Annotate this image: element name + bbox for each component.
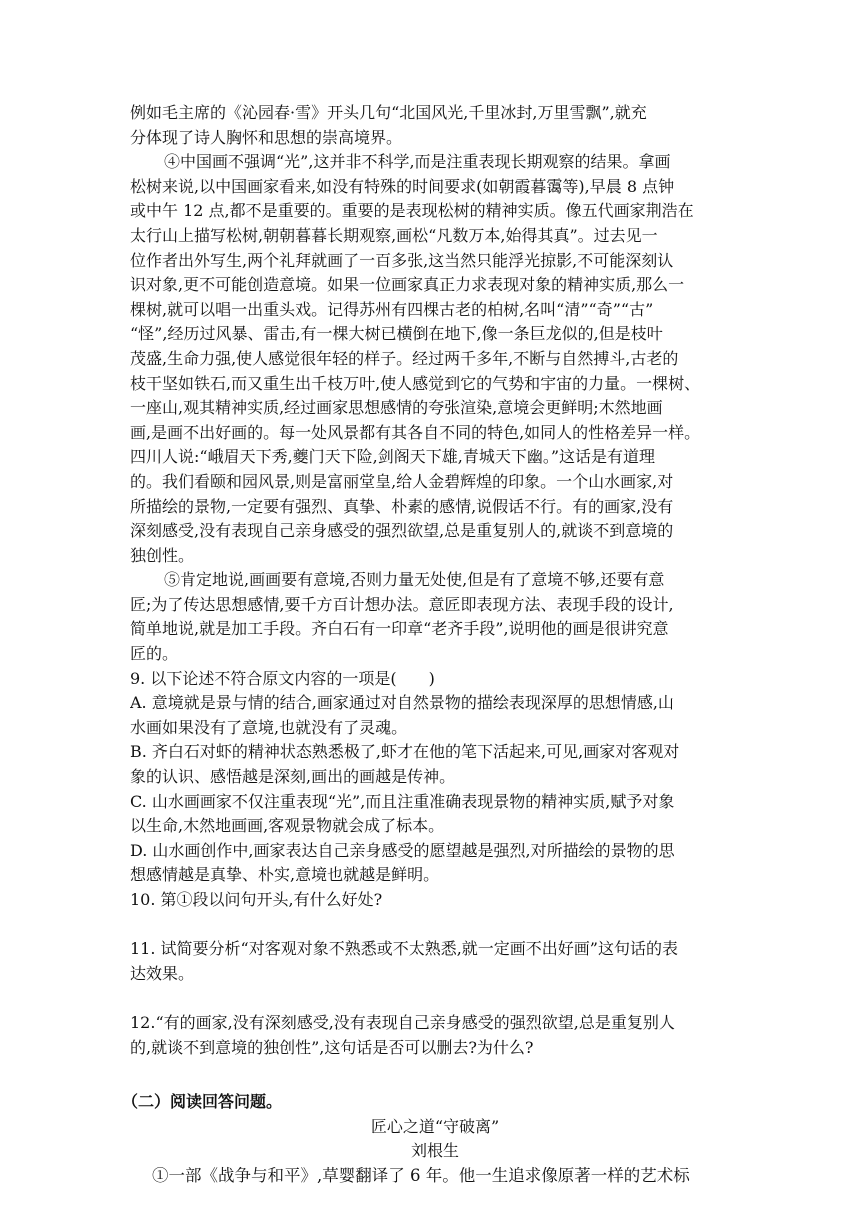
text-line: 达效果。 xyxy=(130,963,195,983)
text-line: 茂盛,生命力强,使人感觉很年轻的样子。经过两千多年,不断与自然搏斗,古老的 xyxy=(130,348,679,368)
question-9: 9. 以下论述不符合原文内容的一项是( ) xyxy=(130,668,435,688)
text-line: 深刻感受,没有表现自己亲身感受的强烈欲望,总是重复别人的,就谈不到意境的 xyxy=(130,521,674,541)
option-a: A. 意境就是景与情的结合,画家通过对自然景物的描绘表现深厚的思想情感,山 xyxy=(130,693,674,713)
text-line: 水画如果没有了意境,也就没有了灵魂。 xyxy=(130,717,408,737)
text-line: 四川人说:“峨眉天下秀,夔门天下险,剑阁天下雄,青城天下幽。”这话是有道理 xyxy=(130,447,656,467)
text-line: 太行山上描写松树,朝朝暮暮长期观察,画松“凡数万本,始得其真”。过去见一 xyxy=(130,225,658,245)
text-line: 棵树,就可以唱一出重头戏。记得苏州有四棵古老的柏树,名叫“清”“奇”“古” xyxy=(130,299,654,319)
text-line: 匠的。 xyxy=(130,644,179,664)
text-line: 识对象,更不可能创造意境。如果一位画家真正力求表现对象的精神实质,那么一 xyxy=(130,275,685,295)
question-12: 12.“有的画家,没有深刻感受,没有表现自己亲身感受的强烈欲望,总是重复别人 xyxy=(130,1012,675,1032)
answer-space xyxy=(130,913,740,938)
text-line: 分体现了诗人胸怀和思想的崇高境界。 xyxy=(130,127,403,147)
option-c: C. 山水画画家不仅注重表现“光”,而且注重准确表现景物的精神实质,赋予对象 xyxy=(130,791,675,811)
document-body xyxy=(122,101,740,1189)
section-heading: （二）阅读回答问题。 xyxy=(122,1091,283,1111)
paragraph-4-start: ④中国画不强调“光”,这并非不科学,而是注重表现长期观察的结果。拿画 xyxy=(164,152,671,172)
text-line: 画,是画不出好画的。每一处风景都有其各自不同的特色,如同人的性格差异一样。 xyxy=(130,422,701,442)
option-b: B. 齐白石对虾的精神状态熟悉极了,虾才在他的笔下活起来,可见,画家对客观对 xyxy=(130,742,680,762)
option-d: D. 山水画创作中,画家表达自己亲身感受的愿望越是强烈,对所描绘的景物的思 xyxy=(130,840,675,860)
text-line: 一座山,观其精神实质,经过画家思想感情的夸张渲染,意境会更鲜明;木然地画 xyxy=(130,398,663,418)
article-first-line: ①一部《战争与和平》,草婴翻译了 6 年。他一生追求像原著一样的艺术标 xyxy=(152,1165,690,1185)
text-line: 位作者出外写生,两个礼拜就画了一百多张,这当然只能浮光掠影,不可能深刻认 xyxy=(130,250,674,270)
text-line: 的,就谈不到意境的独创性”,这句话是否可以删去?为什么? xyxy=(130,1037,534,1057)
text-line: 独创性。 xyxy=(130,545,195,565)
question-10: 10. 第①段以问句开头,有什么好处? xyxy=(130,890,383,909)
question-11: 11. 试简要分析“对客观对象不熟悉或不太熟悉,就一定画不出好画”这句话的表 xyxy=(130,939,678,959)
text-line: 所描绘的景物,一定要有强烈、真挚、朴素的感情,说假话不行。有的画家,没有 xyxy=(130,496,674,516)
text-line: 例如毛主席的《沁园春·雪》开头几句“北国风光,千里冰封,万里雪飘”,就充 xyxy=(130,103,647,122)
text-line: 的。我们看颐和园风景,则是富丽堂皇,给人金碧辉煌的印象。一个山水画家,对 xyxy=(130,471,674,491)
paragraph-5-start: ⑤肯定地说,画画要有意境,否则力量无处使,但是有了意境不够,还要有意 xyxy=(164,570,665,590)
text-line: 以生命,木然地画画,客观景物就会成了标本。 xyxy=(130,816,445,836)
text-line: 象的认识、感悟越是深刻,画出的画越是传神。 xyxy=(130,767,456,787)
text-line: 想感情越是真挚、朴实,意境也就越是鲜明。 xyxy=(130,865,440,885)
text-line: 松树来说,以中国画家看来,如没有特殊的时间要求(如朝霞暮霭等),早晨 8 点钟 xyxy=(130,176,675,196)
answer-space xyxy=(130,1060,740,1085)
article-author: 刘根生 xyxy=(410,1141,459,1161)
answer-space xyxy=(130,986,740,1011)
text-line: 枝干坚如铁石,而又重生出千枝万叶,使人感觉到它的气势和宇宙的力量。一棵树、 xyxy=(130,373,701,393)
text-line: 或中午 12 点,都不是重要的。重要的是表现松树的精神实质。像五代画家荆浩在 xyxy=(130,201,694,221)
article-title: 匠心之道“守破离” xyxy=(370,1116,500,1136)
text-line: 简单地说,就是加工手段。齐白石有一印章“老齐手段”,说明他的画是很讲究意 xyxy=(130,619,669,639)
text-line: 匠;为了传达思想感情,要千方百计想办法。意匠即表现方法、表现手段的设计, xyxy=(130,594,674,614)
text-line: “怪”,经历过风暴、雷击,有一棵大树已横倒在地下,像一条巨龙似的,但是枝叶 xyxy=(130,324,663,344)
